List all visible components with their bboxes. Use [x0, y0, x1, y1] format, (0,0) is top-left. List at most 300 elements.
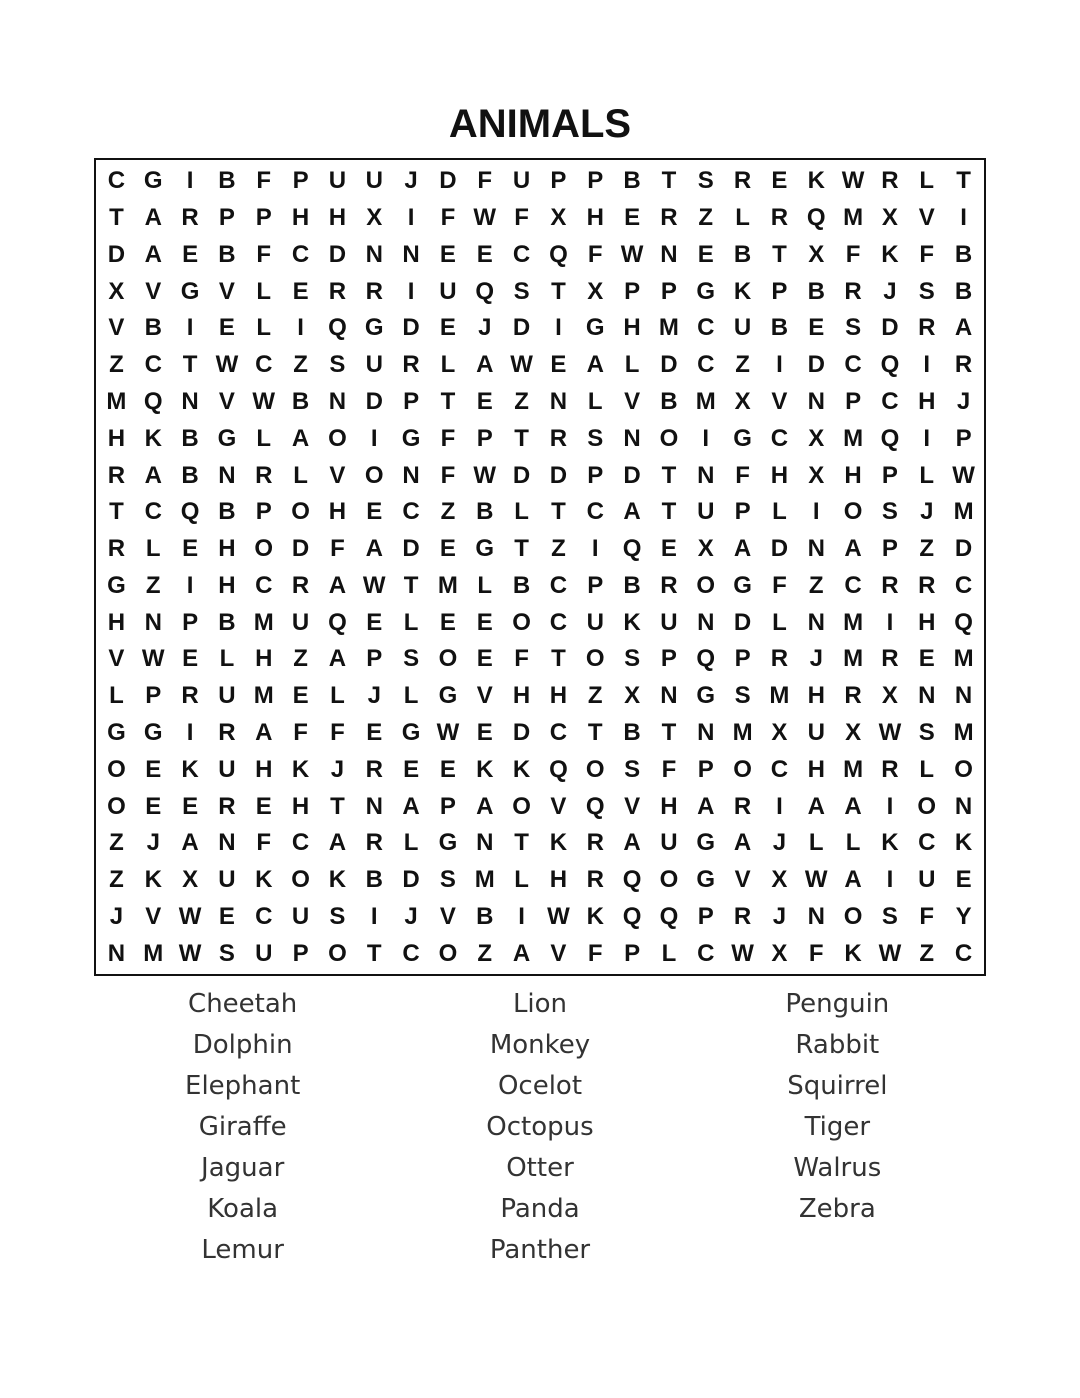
grid-letter[interactable]: D: [549, 461, 568, 489]
grid-letter[interactable]: J: [367, 682, 381, 710]
grid-letter[interactable]: R: [365, 277, 383, 305]
grid-letter[interactable]: X: [845, 718, 862, 746]
grid-letter[interactable]: B: [181, 461, 199, 489]
grid-letter[interactable]: F: [919, 902, 935, 930]
grid-letter[interactable]: F: [440, 204, 456, 232]
grid-letter[interactable]: P: [734, 645, 751, 673]
grid-letter[interactable]: N: [660, 682, 678, 710]
grid-letter[interactable]: G: [585, 314, 605, 342]
grid-letter[interactable]: L: [477, 571, 493, 599]
grid-letter[interactable]: S: [403, 645, 420, 673]
grid-letter[interactable]: C: [291, 240, 310, 268]
grid-letter[interactable]: E: [182, 645, 199, 673]
grid-letter[interactable]: C: [586, 498, 604, 526]
grid-letter[interactable]: Z: [587, 682, 603, 710]
grid-letter[interactable]: H: [807, 682, 825, 710]
grid-letter[interactable]: U: [255, 939, 273, 967]
grid-letter[interactable]: X: [587, 277, 604, 305]
grid-letter[interactable]: R: [733, 792, 752, 820]
grid-letter[interactable]: C: [954, 939, 973, 967]
grid-letter[interactable]: H: [328, 204, 347, 232]
grid-letter[interactable]: A: [733, 535, 752, 563]
grid-letter[interactable]: U: [586, 608, 604, 636]
grid-letter[interactable]: S: [513, 277, 530, 305]
grid-letter[interactable]: F: [293, 718, 308, 746]
grid-letter[interactable]: J: [478, 314, 492, 342]
grid-letter[interactable]: S: [329, 351, 346, 379]
grid-letter[interactable]: T: [956, 167, 971, 195]
grid-letter[interactable]: I: [886, 608, 894, 636]
grid-letter[interactable]: G: [143, 167, 163, 195]
grid-letter[interactable]: A: [697, 792, 715, 820]
grid-letter[interactable]: O: [438, 645, 458, 673]
grid-letter[interactable]: U: [918, 866, 936, 894]
grid-letter[interactable]: K: [549, 829, 568, 857]
grid-letter[interactable]: G: [438, 829, 458, 857]
grid-letter[interactable]: F: [330, 718, 345, 746]
grid-letter[interactable]: R: [218, 792, 236, 820]
grid-letter[interactable]: Z: [440, 498, 456, 526]
grid-letter[interactable]: B: [218, 167, 236, 195]
grid-letter[interactable]: I: [776, 351, 783, 379]
grid-letter[interactable]: A: [623, 498, 641, 526]
grid-letter[interactable]: C: [107, 167, 126, 195]
grid-letter[interactable]: P: [476, 424, 493, 452]
grid-letter[interactable]: U: [291, 608, 310, 636]
grid-letter[interactable]: C: [844, 571, 862, 599]
grid-letter[interactable]: N: [807, 902, 825, 930]
grid-letter[interactable]: M: [106, 388, 127, 416]
grid-letter[interactable]: I: [186, 314, 194, 342]
grid-letter[interactable]: L: [919, 755, 935, 783]
grid-letter[interactable]: D: [660, 351, 678, 379]
grid-letter[interactable]: S: [329, 902, 346, 930]
grid-letter[interactable]: K: [476, 755, 494, 783]
grid-letter[interactable]: D: [107, 240, 126, 268]
grid-letter[interactable]: V: [329, 461, 346, 489]
grid-letter[interactable]: X: [808, 240, 825, 268]
grid-letter[interactable]: C: [402, 939, 420, 967]
grid-letter[interactable]: O: [512, 792, 531, 820]
grid-letter[interactable]: H: [291, 792, 310, 820]
grid-letter[interactable]: L: [219, 645, 235, 673]
grid-letter[interactable]: G: [401, 718, 421, 746]
grid-letter[interactable]: V: [734, 866, 751, 894]
grid-letter[interactable]: H: [255, 645, 273, 673]
grid-letter[interactable]: C: [144, 498, 162, 526]
grid-letter[interactable]: H: [255, 755, 273, 783]
grid-letter[interactable]: A: [844, 792, 862, 820]
grid-letter[interactable]: T: [551, 645, 566, 673]
grid-letter[interactable]: E: [771, 167, 788, 195]
grid-letter[interactable]: T: [514, 535, 529, 563]
grid-letter[interactable]: M: [953, 645, 974, 673]
grid-letter[interactable]: K: [144, 424, 162, 452]
grid-letter[interactable]: A: [328, 645, 347, 673]
grid-letter[interactable]: P: [587, 167, 604, 195]
grid-letter[interactable]: I: [923, 424, 931, 452]
grid-letter[interactable]: M: [843, 204, 864, 232]
grid-letter[interactable]: B: [476, 902, 494, 930]
grid-letter[interactable]: U: [733, 314, 752, 342]
grid-letter[interactable]: R: [549, 424, 568, 452]
grid-letter[interactable]: N: [549, 388, 568, 416]
grid-letter[interactable]: O: [107, 755, 126, 783]
grid-letter[interactable]: S: [881, 498, 898, 526]
grid-letter[interactable]: E: [439, 755, 456, 783]
grid-letter[interactable]: U: [328, 167, 347, 195]
grid-letter[interactable]: X: [881, 204, 898, 232]
grid-letter[interactable]: E: [218, 314, 235, 342]
grid-letter[interactable]: W: [841, 167, 865, 195]
grid-letter[interactable]: S: [697, 167, 714, 195]
grid-letter[interactable]: T: [403, 571, 419, 599]
grid-letter[interactable]: N: [365, 792, 383, 820]
grid-letter[interactable]: Z: [145, 571, 161, 599]
grid-letter[interactable]: H: [218, 571, 236, 599]
grid-letter[interactable]: L: [919, 167, 935, 195]
grid-letter[interactable]: T: [330, 792, 345, 820]
grid-letter[interactable]: P: [182, 608, 199, 636]
grid-letter[interactable]: C: [402, 498, 420, 526]
grid-letter[interactable]: G: [107, 571, 126, 599]
grid-letter[interactable]: L: [256, 277, 272, 305]
grid-letter[interactable]: Z: [477, 939, 493, 967]
grid-letter[interactable]: O: [512, 608, 531, 636]
grid-letter[interactable]: R: [918, 571, 936, 599]
grid-letter[interactable]: I: [702, 424, 710, 452]
grid-letter[interactable]: P: [845, 388, 862, 416]
grid-letter[interactable]: T: [551, 277, 566, 305]
grid-letter[interactable]: I: [555, 314, 562, 342]
grid-letter[interactable]: A: [328, 829, 347, 857]
grid-letter[interactable]: N: [365, 240, 383, 268]
grid-letter[interactable]: X: [808, 461, 825, 489]
grid-letter[interactable]: F: [661, 755, 677, 783]
grid-letter[interactable]: M: [253, 608, 274, 636]
grid-letter[interactable]: B: [954, 277, 973, 305]
grid-letter[interactable]: C: [918, 829, 936, 857]
grid-letter[interactable]: G: [696, 866, 716, 894]
grid-letter[interactable]: N: [218, 461, 236, 489]
grid-letter[interactable]: D: [402, 535, 420, 563]
grid-letter[interactable]: K: [144, 866, 162, 894]
grid-letter[interactable]: P: [660, 645, 677, 673]
grid-letter[interactable]: S: [624, 645, 641, 673]
grid-letter[interactable]: P: [660, 277, 677, 305]
grid-letter[interactable]: P: [218, 204, 235, 232]
grid-letter[interactable]: A: [954, 314, 973, 342]
grid-letter[interactable]: A: [586, 351, 604, 379]
grid-letter[interactable]: N: [807, 608, 825, 636]
grid-letter[interactable]: R: [107, 461, 126, 489]
grid-letter[interactable]: W: [436, 718, 460, 746]
grid-letter[interactable]: R: [770, 645, 789, 673]
grid-letter[interactable]: O: [291, 498, 310, 526]
grid-letter[interactable]: N: [402, 240, 420, 268]
grid-letter[interactable]: I: [186, 718, 194, 746]
grid-letter[interactable]: W: [215, 351, 239, 379]
grid-letter[interactable]: G: [107, 718, 126, 746]
grid-letter[interactable]: T: [109, 204, 124, 232]
grid-letter[interactable]: H: [586, 204, 604, 232]
grid-letter[interactable]: J: [404, 167, 418, 195]
grid-letter[interactable]: L: [514, 866, 529, 894]
grid-letter[interactable]: L: [403, 829, 419, 857]
grid-letter[interactable]: I: [923, 351, 931, 379]
grid-letter[interactable]: G: [696, 829, 716, 857]
grid-letter[interactable]: Z: [109, 829, 124, 857]
grid-letter[interactable]: Q: [328, 608, 347, 636]
grid-letter[interactable]: Z: [551, 535, 566, 563]
grid-letter[interactable]: N: [144, 608, 162, 636]
grid-letter[interactable]: V: [218, 277, 235, 305]
grid-letter[interactable]: W: [547, 902, 570, 930]
grid-letter[interactable]: I: [518, 902, 525, 930]
grid-letter[interactable]: Z: [735, 351, 750, 379]
grid-letter[interactable]: H: [844, 461, 862, 489]
grid-letter[interactable]: Y: [955, 902, 972, 930]
grid-letter[interactable]: Q: [880, 424, 900, 452]
grid-letter[interactable]: H: [328, 498, 347, 526]
grid-letter[interactable]: W: [952, 461, 975, 489]
grid-letter[interactable]: M: [658, 314, 679, 342]
grid-letter[interactable]: I: [186, 167, 194, 195]
grid-letter[interactable]: I: [186, 571, 194, 599]
grid-letter[interactable]: Q: [549, 755, 568, 783]
grid-letter[interactable]: L: [735, 204, 750, 232]
grid-letter[interactable]: F: [587, 939, 603, 967]
grid-letter[interactable]: R: [365, 829, 383, 857]
grid-letter[interactable]: P: [255, 204, 272, 232]
grid-letter[interactable]: G: [733, 571, 752, 599]
grid-letter[interactable]: R: [107, 535, 126, 563]
grid-letter[interactable]: V: [476, 682, 493, 710]
grid-letter[interactable]: O: [843, 498, 863, 526]
grid-letter[interactable]: B: [623, 718, 641, 746]
grid-letter[interactable]: M: [437, 571, 458, 599]
grid-letter[interactable]: I: [370, 902, 378, 930]
grid-letter[interactable]: A: [844, 866, 862, 894]
grid-letter[interactable]: B: [770, 314, 789, 342]
grid-letter[interactable]: L: [330, 682, 345, 710]
grid-letter[interactable]: A: [807, 792, 825, 820]
grid-letter[interactable]: B: [218, 240, 236, 268]
grid-letter[interactable]: E: [624, 204, 641, 232]
grid-letter[interactable]: S: [624, 755, 641, 783]
grid-letter[interactable]: U: [439, 277, 457, 305]
grid-letter[interactable]: K: [586, 902, 604, 930]
grid-letter[interactable]: G: [696, 277, 716, 305]
grid-letter[interactable]: N: [181, 388, 199, 416]
grid-letter[interactable]: O: [328, 939, 347, 967]
grid-letter[interactable]: K: [623, 608, 641, 636]
grid-letter[interactable]: I: [960, 204, 967, 232]
grid-letter[interactable]: D: [402, 314, 420, 342]
grid-letter[interactable]: X: [182, 866, 199, 894]
grid-letter[interactable]: D: [770, 535, 789, 563]
grid-letter[interactable]: Q: [328, 314, 347, 342]
grid-letter[interactable]: B: [623, 167, 641, 195]
grid-letter[interactable]: U: [660, 608, 678, 636]
grid-letter[interactable]: R: [918, 314, 936, 342]
grid-letter[interactable]: M: [143, 939, 164, 967]
grid-letter[interactable]: F: [256, 167, 272, 195]
grid-letter[interactable]: W: [510, 351, 533, 379]
grid-letter[interactable]: C: [770, 755, 789, 783]
grid-letter[interactable]: V: [108, 645, 125, 673]
grid-letter[interactable]: L: [403, 608, 419, 636]
grid-letter[interactable]: K: [291, 755, 310, 783]
grid-letter[interactable]: R: [402, 351, 420, 379]
grid-letter[interactable]: F: [808, 939, 824, 967]
grid-letter[interactable]: R: [660, 204, 678, 232]
grid-letter[interactable]: O: [659, 424, 679, 452]
grid-letter[interactable]: B: [144, 314, 162, 342]
grid-letter[interactable]: D: [512, 461, 531, 489]
grid-letter[interactable]: L: [145, 535, 161, 563]
grid-letter[interactable]: E: [218, 902, 235, 930]
grid-letter[interactable]: L: [109, 682, 124, 710]
grid-letter[interactable]: H: [218, 535, 236, 563]
grid-letter[interactable]: G: [696, 682, 716, 710]
grid-letter[interactable]: A: [476, 792, 494, 820]
grid-letter[interactable]: O: [954, 755, 973, 783]
grid-letter[interactable]: O: [438, 939, 458, 967]
grid-letter[interactable]: U: [218, 682, 236, 710]
grid-letter[interactable]: X: [771, 866, 788, 894]
grid-letter[interactable]: F: [845, 240, 861, 268]
grid-letter[interactable]: O: [917, 792, 937, 820]
grid-letter[interactable]: J: [772, 902, 787, 930]
grid-letter[interactable]: X: [808, 424, 825, 452]
grid-letter[interactable]: U: [512, 167, 531, 195]
grid-letter[interactable]: U: [807, 718, 825, 746]
grid-letter[interactable]: Z: [808, 571, 824, 599]
grid-letter[interactable]: G: [364, 314, 384, 342]
grid-letter[interactable]: Q: [622, 535, 642, 563]
grid-letter[interactable]: Q: [880, 351, 900, 379]
grid-letter[interactable]: N: [107, 939, 126, 967]
grid-letter[interactable]: M: [474, 866, 495, 894]
grid-letter[interactable]: H: [807, 755, 825, 783]
grid-letter[interactable]: E: [439, 314, 456, 342]
grid-letter[interactable]: A: [291, 424, 310, 452]
grid-letter[interactable]: J: [109, 902, 124, 930]
grid-letter[interactable]: M: [843, 424, 864, 452]
grid-letter[interactable]: P: [366, 645, 383, 673]
grid-letter[interactable]: E: [476, 718, 493, 746]
grid-letter[interactable]: G: [475, 535, 495, 563]
grid-letter[interactable]: R: [181, 204, 199, 232]
grid-letter[interactable]: C: [697, 351, 715, 379]
grid-letter[interactable]: H: [549, 682, 568, 710]
grid-letter[interactable]: X: [881, 682, 898, 710]
grid-letter[interactable]: E: [292, 682, 309, 710]
grid-letter[interactable]: P: [403, 388, 420, 416]
grid-letter[interactable]: F: [477, 167, 493, 195]
grid-letter[interactable]: A: [181, 829, 199, 857]
grid-letter[interactable]: R: [954, 351, 973, 379]
grid-letter[interactable]: P: [550, 167, 567, 195]
grid-letter[interactable]: R: [881, 167, 899, 195]
grid-letter[interactable]: X: [771, 718, 788, 746]
grid-letter[interactable]: L: [440, 351, 456, 379]
grid-letter[interactable]: T: [182, 351, 198, 379]
grid-letter[interactable]: D: [328, 240, 347, 268]
grid-letter[interactable]: A: [402, 792, 420, 820]
grid-letter[interactable]: E: [255, 792, 272, 820]
grid-letter[interactable]: W: [473, 461, 497, 489]
grid-letter[interactable]: O: [585, 755, 605, 783]
grid-letter[interactable]: E: [955, 866, 972, 894]
grid-letter[interactable]: V: [918, 204, 935, 232]
grid-letter[interactable]: D: [807, 351, 825, 379]
grid-letter[interactable]: P: [255, 498, 272, 526]
grid-letter[interactable]: J: [146, 829, 160, 857]
grid-letter[interactable]: B: [807, 277, 825, 305]
grid-letter[interactable]: Q: [696, 645, 716, 673]
grid-letter[interactable]: H: [512, 682, 531, 710]
grid-letter[interactable]: S: [218, 939, 235, 967]
grid-letter[interactable]: N: [954, 682, 973, 710]
grid-letter[interactable]: R: [181, 682, 199, 710]
grid-letter[interactable]: E: [660, 535, 677, 563]
grid-letter[interactable]: T: [551, 498, 566, 526]
grid-letter[interactable]: N: [402, 461, 420, 489]
grid-letter[interactable]: T: [366, 939, 382, 967]
grid-letter[interactable]: D: [402, 866, 420, 894]
grid-letter[interactable]: W: [362, 571, 386, 599]
grid-letter[interactable]: C: [549, 718, 568, 746]
grid-letter[interactable]: S: [918, 277, 935, 305]
grid-letter[interactable]: N: [623, 424, 641, 452]
grid-letter[interactable]: R: [733, 167, 752, 195]
grid-letter[interactable]: L: [403, 682, 419, 710]
grid-letter[interactable]: U: [218, 866, 236, 894]
grid-letter[interactable]: E: [808, 314, 825, 342]
grid-letter[interactable]: M: [253, 682, 274, 710]
grid-letter[interactable]: C: [549, 571, 568, 599]
grid-letter[interactable]: E: [918, 645, 935, 673]
grid-letter[interactable]: H: [918, 388, 936, 416]
grid-letter[interactable]: P: [771, 277, 788, 305]
grid-letter[interactable]: E: [439, 608, 456, 636]
grid-letter[interactable]: L: [919, 461, 935, 489]
grid-letter[interactable]: D: [881, 314, 899, 342]
grid-letter[interactable]: C: [770, 424, 789, 452]
grid-letter[interactable]: K: [881, 240, 899, 268]
grid-letter[interactable]: C: [255, 571, 273, 599]
grid-letter[interactable]: U: [660, 829, 678, 857]
grid-letter[interactable]: P: [697, 755, 714, 783]
grid-letter[interactable]: V: [624, 388, 641, 416]
grid-letter[interactable]: R: [586, 829, 604, 857]
grid-letter[interactable]: V: [550, 939, 567, 967]
grid-letter[interactable]: K: [255, 866, 273, 894]
grid-letter[interactable]: D: [291, 535, 310, 563]
grid-letter[interactable]: S: [734, 682, 751, 710]
grid-letter[interactable]: D: [439, 167, 457, 195]
grid-letter[interactable]: W: [878, 939, 902, 967]
grid-letter[interactable]: N: [697, 461, 715, 489]
grid-letter[interactable]: V: [550, 792, 567, 820]
grid-letter[interactable]: K: [733, 277, 752, 305]
grid-letter[interactable]: U: [291, 902, 310, 930]
grid-letter[interactable]: B: [291, 388, 310, 416]
grid-letter[interactable]: C: [255, 351, 273, 379]
grid-letter[interactable]: S: [881, 902, 898, 930]
